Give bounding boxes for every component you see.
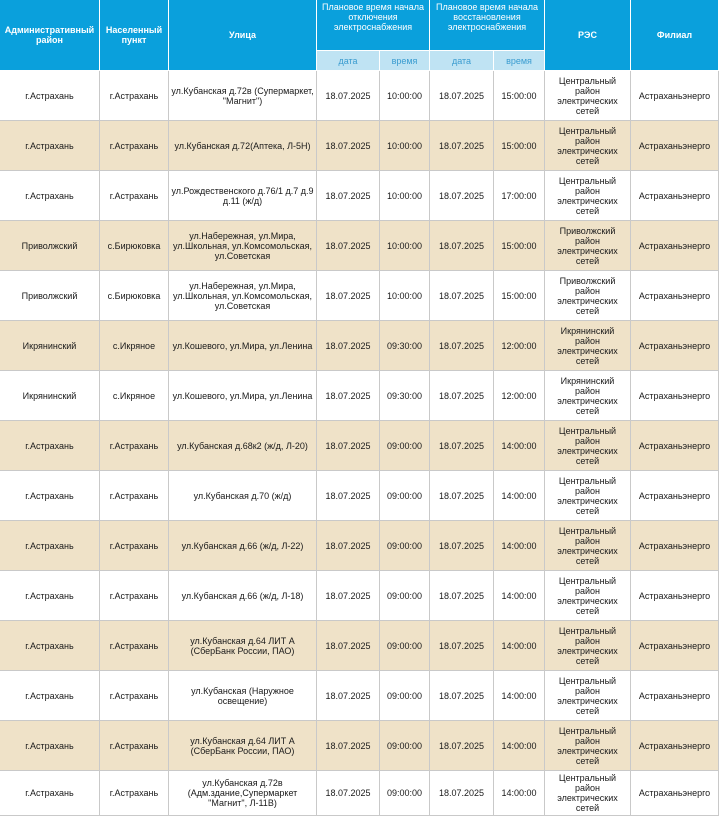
cell-off-date: 18.07.2025 [317,71,380,121]
cell-branch: Астраханьэнерго [631,71,719,121]
cell-on-time: 14:00:00 [494,771,545,816]
cell-on-time: 14:00:00 [494,571,545,621]
col-planned-off: Плановое время начала отключения электроснабжения [317,0,430,51]
cell-branch: Астраханьэнерго [631,671,719,721]
table-row [0,121,719,171]
cell-settlement: с.Икряное [100,371,169,421]
cell-district: г.Астрахань [0,621,100,671]
cell-off-date: 18.07.2025 [317,221,380,271]
cell-off-time: 10:00:00 [380,71,430,121]
cell-branch: Астраханьэнерго [631,321,719,371]
cell-res: Икрянинский район электрических сетей [545,321,631,371]
cell-street: ул.Кубанская д.72(Аптека, Л-5Н) [169,121,317,171]
cell-off-time: 09:00:00 [380,421,430,471]
cell-on-date: 18.07.2025 [430,71,494,121]
col-on-time[interactable]: время [494,51,545,71]
table-row [0,321,719,371]
cell-street: ул.Набережная, ул.Мира, ул.Школьная, ул.Комсомольская, ул.Советская [169,221,317,271]
table-row [0,71,719,121]
cell-off-date: 18.07.2025 [317,121,380,171]
cell-on-date: 18.07.2025 [430,671,494,721]
cell-on-date: 18.07.2025 [430,521,494,571]
cell-district: г.Астрахань [0,521,100,571]
cell-res: Центральный район электрических сетей [545,421,631,471]
table-row [0,171,719,221]
cell-res: Центральный район электрических сетей [545,121,631,171]
col-off-time[interactable]: время [380,51,430,71]
cell-on-time: 15:00:00 [494,221,545,271]
cell-res: Центральный район электрических сетей [545,721,631,771]
cell-off-time: 09:00:00 [380,671,430,721]
cell-district: г.Астрахань [0,121,100,171]
cell-on-date: 18.07.2025 [430,171,494,221]
cell-branch: Астраханьэнерго [631,371,719,421]
cell-district: г.Астрахань [0,471,100,521]
cell-settlement: с.Икряное [100,321,169,371]
cell-on-time: 15:00:00 [494,121,545,171]
table-row [0,771,719,816]
table-row [0,571,719,621]
cell-street: ул.Кубанская д.72в (Адм.здание,Супермаркет "Магнит", Л-11В) [169,771,317,816]
cell-off-time: 10:00:00 [380,271,430,321]
cell-off-date: 18.07.2025 [317,771,380,816]
cell-settlement: г.Астрахань [100,171,169,221]
cell-street: ул.Кошевого, ул.Мира, ул.Ленина [169,321,317,371]
cell-on-time: 12:00:00 [494,371,545,421]
cell-off-time: 09:00:00 [380,471,430,521]
cell-district: Приволжский [0,271,100,321]
cell-off-time: 09:30:00 [380,321,430,371]
cell-off-date: 18.07.2025 [317,321,380,371]
cell-res: Центральный район электрических сетей [545,521,631,571]
cell-branch: Астраханьэнерго [631,221,719,271]
cell-street: ул.Кубанская д.64 ЛИТ А (СберБанк России, ПАО) [169,621,317,671]
cell-settlement: г.Астрахань [100,571,169,621]
col-admin-district[interactable]: Административный район [0,0,100,71]
cell-off-time: 09:00:00 [380,571,430,621]
col-on-date[interactable]: дата [430,51,494,71]
cell-res: Приволжский район электрических сетей [545,271,631,321]
cell-settlement: г.Астрахань [100,621,169,671]
cell-off-date: 18.07.2025 [317,521,380,571]
cell-street: ул.Кубанская (Наружное освещение) [169,671,317,721]
cell-branch: Астраханьэнерго [631,771,719,816]
cell-district: г.Астрахань [0,171,100,221]
cell-district: Икрянинский [0,371,100,421]
cell-settlement: г.Астрахань [100,521,169,571]
cell-district: Икрянинский [0,321,100,371]
cell-on-date: 18.07.2025 [430,121,494,171]
cell-street: ул.Кубанская д.64 ЛИТ А (СберБанк России, ПАО) [169,721,317,771]
cell-on-date: 18.07.2025 [430,721,494,771]
col-off-date[interactable]: дата [317,51,380,71]
cell-off-time: 09:00:00 [380,521,430,571]
table-row [0,671,719,721]
cell-off-date: 18.07.2025 [317,671,380,721]
cell-off-date: 18.07.2025 [317,721,380,771]
cell-res: Центральный район электрических сетей [545,471,631,521]
cell-street: ул.Кошевого, ул.Мира, ул.Ленина [169,371,317,421]
cell-off-date: 18.07.2025 [317,571,380,621]
cell-on-date: 18.07.2025 [430,271,494,321]
cell-settlement: г.Астрахань [100,471,169,521]
cell-street: ул.Кубанская д.70 (ж/д) [169,471,317,521]
cell-res: Центральный район электрических сетей [545,621,631,671]
cell-settlement: г.Астрахань [100,671,169,721]
table-row [0,371,719,421]
cell-off-time: 10:00:00 [380,221,430,271]
cell-branch: Астраханьэнерго [631,571,719,621]
cell-on-date: 18.07.2025 [430,371,494,421]
cell-on-date: 18.07.2025 [430,571,494,621]
cell-on-date: 18.07.2025 [430,221,494,271]
cell-on-time: 14:00:00 [494,421,545,471]
cell-district: Приволжский [0,221,100,271]
cell-district: г.Астрахань [0,721,100,771]
col-street[interactable]: Улица [169,0,317,71]
cell-on-time: 14:00:00 [494,521,545,571]
cell-settlement: с.Бирюковка [100,271,169,321]
cell-settlement: с.Бирюковка [100,221,169,271]
cell-off-time: 09:30:00 [380,371,430,421]
cell-on-date: 18.07.2025 [430,771,494,816]
cell-on-date: 18.07.2025 [430,621,494,671]
cell-on-date: 18.07.2025 [430,471,494,521]
cell-street: ул.Набережная, ул.Мира, ул.Школьная, ул.Комсомольская, ул.Советская [169,271,317,321]
table-row [0,521,719,571]
cell-off-time: 09:00:00 [380,771,430,816]
cell-branch: Астраханьэнерго [631,121,719,171]
cell-off-time: 10:00:00 [380,171,430,221]
col-planned-on: Плановое время начала восстановления электроснабжения [430,0,545,51]
table-row [0,721,719,771]
cell-res: Центральный район электрических сетей [545,71,631,121]
cell-street: ул.Кубанская д.68к2 (ж/д, Л-20) [169,421,317,471]
cell-res: Центральный район электрических сетей [545,171,631,221]
cell-branch: Астраханьэнерго [631,171,719,221]
cell-on-time: 14:00:00 [494,621,545,671]
cell-on-time: 12:00:00 [494,321,545,371]
col-branch[interactable]: Филиал [631,0,719,71]
cell-off-date: 18.07.2025 [317,171,380,221]
cell-on-time: 14:00:00 [494,721,545,771]
cell-on-date: 18.07.2025 [430,321,494,371]
cell-district: г.Астрахань [0,421,100,471]
cell-branch: Астраханьэнерго [631,621,719,671]
cell-on-time: 17:00:00 [494,171,545,221]
cell-on-time: 14:00:00 [494,471,545,521]
cell-settlement: г.Астрахань [100,721,169,771]
cell-off-time: 10:00:00 [380,121,430,171]
col-res[interactable]: РЭС [545,0,631,71]
table-row [0,271,719,321]
cell-district: г.Астрахань [0,771,100,816]
cell-settlement: г.Астрахань [100,771,169,816]
cell-res: Центральный район электрических сетей [545,671,631,721]
cell-on-date: 18.07.2025 [430,421,494,471]
cell-branch: Астраханьэнерго [631,721,719,771]
cell-off-date: 18.07.2025 [317,621,380,671]
cell-settlement: г.Астрахань [100,71,169,121]
cell-street: ул.Рождественского д.76/1 д.7 д.9 д.11 (ж/д) [169,171,317,221]
cell-district: г.Астрахань [0,71,100,121]
cell-street: ул.Кубанская д.66 (ж/д, Л-22) [169,521,317,571]
cell-off-time: 09:00:00 [380,621,430,671]
cell-branch: Астраханьэнерго [631,521,719,571]
cell-off-time: 09:00:00 [380,721,430,771]
cell-settlement: г.Астрахань [100,421,169,471]
cell-district: г.Астрахань [0,571,100,621]
cell-on-time: 15:00:00 [494,71,545,121]
cell-street: ул.Кубанская д.66 (ж/д, Л-18) [169,571,317,621]
cell-res: Икрянинский район электрических сетей [545,371,631,421]
table-row [0,471,719,521]
cell-branch: Астраханьэнерго [631,271,719,321]
table-row [0,421,719,471]
cell-off-date: 18.07.2025 [317,371,380,421]
cell-off-date: 18.07.2025 [317,471,380,521]
cell-settlement: г.Астрахань [100,121,169,171]
cell-branch: Астраханьэнерго [631,421,719,471]
cell-street: ул.Кубанская д.72в (Супермаркет, "Магнит") [169,71,317,121]
cell-off-date: 18.07.2025 [317,421,380,471]
cell-res: Приволжский район электрических сетей [545,221,631,271]
table-header-row [0,0,719,51]
col-settlement[interactable]: Населенный пункт [100,0,169,71]
cell-res: Центральный район электрических сетей [545,571,631,621]
cell-on-time: 15:00:00 [494,271,545,321]
cell-branch: Астраханьэнерго [631,471,719,521]
table-row [0,221,719,271]
table-body [0,71,719,816]
cell-on-time: 14:00:00 [494,671,545,721]
table-row [0,621,719,671]
cell-res: Центральный район электрических сетей [545,771,631,816]
cell-district: г.Астрахань [0,671,100,721]
cell-off-date: 18.07.2025 [317,271,380,321]
